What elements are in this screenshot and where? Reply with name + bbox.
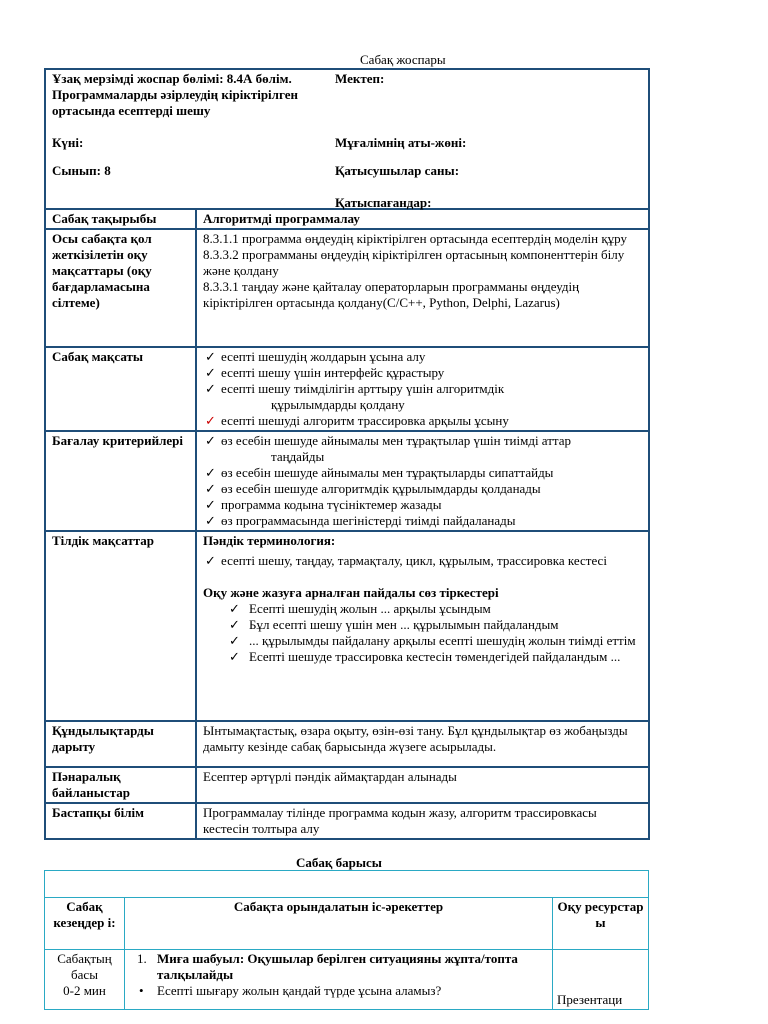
school-label: Мектеп: [335, 71, 385, 86]
language-goals [196, 531, 649, 721]
stage-time: 0-2 мин [63, 983, 106, 998]
flow-blank-row [45, 871, 649, 898]
item-number: 1. [137, 951, 147, 966]
checkmark-icon: ✓ [205, 413, 216, 428]
participants-label: Қатысушылар саны: [335, 163, 460, 178]
lesson-flow-table [44, 870, 649, 1010]
phrases-title: Оқу және жазуға арналған пайдалы сөз тіркестері [203, 585, 499, 600]
header-block [45, 69, 649, 209]
criteria-item: ✓ программа кодына түсініктемер жазады [205, 497, 442, 512]
stage-header: Сабақ кезеңдер і: [45, 898, 125, 950]
objective-item: 8.3.3.2 программаны өңдеудің кірiктiрiлген ортасының компоненттерін білу және қолдану [203, 247, 625, 278]
values-label: Құндылықтарды дарыту [45, 721, 196, 767]
grade-label: Сынып: 8 [52, 163, 111, 178]
action-item: 1. Миға шабуыл: Оқушылар берілген ситуацияны жұпта/топта талқылайды [137, 951, 518, 982]
objective-item: 8.3.3.1 таңдау және қайталау операторларын программаны өңдеудің кірiктiрiлген ортасында қолдану(C/C++, Python, Delphi, Lazarus) [203, 279, 580, 310]
checkmark-icon: ✓ [229, 617, 240, 632]
checkmark-icon: ✓ [205, 465, 216, 480]
lesson-plan-table [44, 68, 650, 840]
date-label: Күні: [52, 135, 84, 150]
criteria-item: ✓ өз есебін шешуде айнымалы мен тұрақтыларды сипаттайды [205, 465, 554, 480]
goals-label: Сабақ мақсаты [45, 347, 196, 431]
checkmark-icon: ✓ [205, 349, 216, 364]
absent-label: Қатыспағандар: [335, 195, 432, 210]
phrase-item: ✓ Бұл есепті шешу үшін мен ... құрылымын пайдаландым [229, 617, 559, 632]
resource-item: Презентаци [557, 992, 623, 1007]
actions-header: Сабақта орындалатын іс-әрекеттер [125, 898, 553, 950]
criteria-list [196, 431, 649, 531]
criteria-label: Бағалау критерийлері [45, 431, 196, 531]
document-title: Сабақ жоспары [360, 52, 446, 67]
resources-cell [553, 950, 649, 1010]
criteria-item: ✓ өз есебін шешуде айнымалы мен тұрақтылар үшін тиімді аттар таңдайды [205, 433, 572, 464]
terminology-title: Пәндік терминология: [203, 533, 336, 548]
checkmark-icon: ✓ [205, 553, 216, 568]
prior-knowledge-text: Программалау тілінде программа кодын жазу, алгоритм трассировкасы кестесін толтыра алу [196, 803, 649, 839]
phrase-item: ✓ ... құрылымды пайдалану арқылы есепті шешудің жолын тиімді еттім [229, 633, 636, 648]
action-bullet: • Есепті шығару жолын қандай түрде ұсына аламыз? [139, 983, 442, 998]
criteria-item: ✓ өз есебін шешуде алгоритмдік құрылымдарды қолданады [205, 481, 541, 496]
actions-cell [125, 950, 553, 1010]
resources-header: Оқу ресурстар ы [553, 898, 649, 950]
goal-item: ✓ есепті шешу үшін интерфейс құрастыру [205, 365, 445, 380]
checkmark-icon: ✓ [205, 381, 216, 396]
checkmark-icon: ✓ [205, 497, 216, 512]
terminology-item: ✓ есепті шешу, таңдау, тармақталу, цикл, құрылым, трассировка кестесі [205, 553, 607, 568]
values-text: Ынтымақтастық, өзара оқыту, өзін-өзі тану. Бұл құндылықтар өз жобаңызды дамыту кезінде сабақ барысында жүзеге асырылады. [196, 721, 649, 767]
checkmark-icon: ✓ [205, 513, 216, 528]
teacher-label: Мұғалімнің аты-жөні: [335, 135, 467, 150]
goal-item: ✓ есепті шешуді алгоритм трассировка арқылы ұсыну [205, 413, 509, 428]
bullet-icon: • [139, 983, 144, 998]
objectives-label: Осы сабақта қол жеткізілетін оқу мақсаттары (оқу бағдарламасына сілтеме) [45, 229, 196, 347]
unit-label: Ұзақ мерзімді жоспар бөлімі: 8.4А бөлім. Программаларды әзірлеудің кіріктірілген ортасында есептерді шешу [52, 71, 298, 118]
prior-knowledge-label: Бастапқы білім [45, 803, 196, 839]
crosscurricular-label: Пәнаралық байланыстар [45, 767, 196, 803]
checkmark-icon: ✓ [205, 365, 216, 380]
checkmark-icon: ✓ [205, 433, 216, 448]
goal-item: ✓ есепті шешу тиімділігін арттыру үшін алгоритмдік құрылымдарды қолдану [205, 381, 505, 412]
stage-cell [45, 950, 125, 1010]
checkmark-icon: ✓ [229, 633, 240, 648]
phrase-item: ✓ Есепті шешудің жолын ... арқылы ұсындым [229, 601, 491, 616]
checkmark-icon: ✓ [205, 481, 216, 496]
goal-item: ✓ есепті шешудің жолдарын ұсына алу [205, 349, 426, 364]
checkmark-icon: ✓ [229, 601, 240, 616]
checkmark-icon: ✓ [229, 649, 240, 664]
topic-value: Алгоритмді программалау [196, 209, 649, 229]
phrase-item: ✓ Есепті шешуде трассировка кестесін төмендегідей пайдаландым ... [229, 649, 621, 664]
stage-name: Сабақтың басы [57, 951, 112, 982]
goals-list [196, 347, 649, 431]
lesson-flow-title: Сабақ барысы [296, 855, 382, 870]
topic-label: Сабақ тақырыбы [45, 209, 196, 229]
language-label: Тілдік мақсаттар [45, 531, 196, 721]
crosscurricular-text: Есептер әртүрлі пәндік аймақтардан алынады [196, 767, 649, 803]
criteria-item: ✓ өз программасында шегіністерді тиімді пайдаланады [205, 513, 516, 528]
objective-item: 8.3.1.1 программа өңдеудің кірiктiрiлген ортасында есептердің моделін құру [203, 231, 627, 246]
objectives-list [196, 229, 649, 347]
